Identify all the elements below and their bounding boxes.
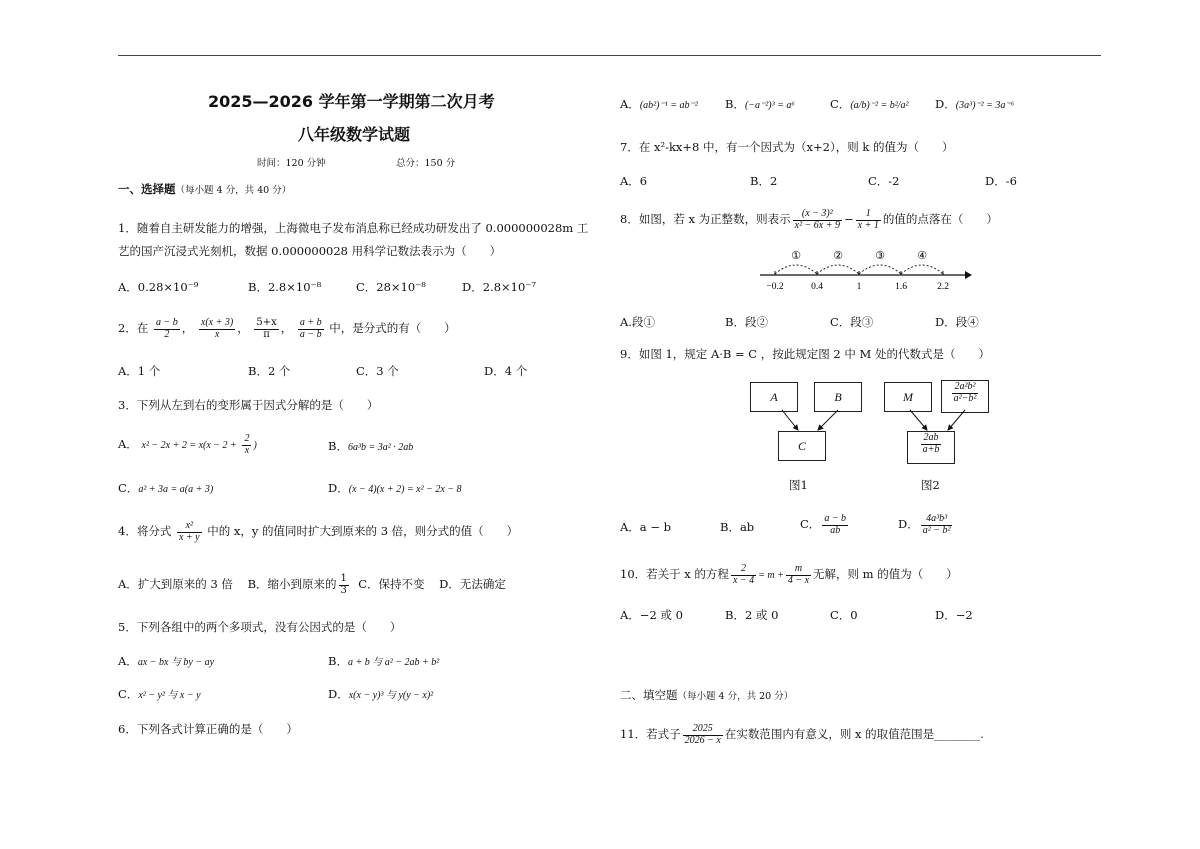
section-two-heading: [620, 687, 793, 703]
q9-d-den: a² − b²: [922, 524, 951, 536]
q4-option-b: [247, 573, 351, 596]
q9-option-c: [800, 508, 850, 540]
fig2-result-den: a+b: [922, 443, 940, 455]
q10-mid: = m +: [758, 570, 784, 581]
fig2-arrow-right: [948, 410, 965, 430]
number-line-segment-label: ①: [791, 249, 801, 262]
q2-option-a: A．1 个: [118, 364, 161, 378]
q6-option-d: [935, 96, 1014, 112]
q9-d-fraction: [921, 514, 953, 536]
q10-stem: [620, 558, 958, 592]
number-line-tick-label: −0.2: [766, 282, 784, 292]
q8-post: 的值的点落在（ ）: [882, 212, 998, 226]
q11-fnum: 2025: [683, 724, 723, 736]
q8-option-d: D．段④: [935, 315, 979, 329]
q8-fraction-1: [793, 209, 842, 231]
q1-line2: 艺的国产沉浸式光刻机，数据 0.000000028 用科学记数法表示为（ ）: [118, 244, 502, 258]
fig2-arrow-left: [910, 410, 927, 430]
q5-option-c: [118, 686, 201, 702]
number-line-segment-arc: [817, 265, 859, 274]
fig2-given-den: a²−b²: [953, 392, 977, 404]
q6-option-b: [725, 96, 795, 112]
q5-a-expr: ax − bx 与 by − ay: [137, 657, 215, 668]
q11-post: 在实数范围内有意义，则 x 的取值范围是________.: [724, 727, 984, 741]
q3-a-label: A．: [118, 437, 138, 451]
exam-score: 总分：150 分: [396, 158, 456, 169]
q8-f2-num: 1: [856, 209, 881, 221]
section-two-label: 二、填空题: [620, 688, 678, 702]
q2-fraction-4: [298, 318, 324, 340]
q7-option-d: D．-6: [985, 174, 1017, 188]
q7-option-a: A．6: [620, 174, 648, 188]
q2-fraction-2: [199, 318, 235, 340]
q10-fraction-2: [786, 564, 811, 586]
q10-pre: 10．若关于 x 的方程: [620, 567, 729, 581]
q6-stem: 6．下列各式计算正确的是（ ）: [118, 722, 298, 736]
number-line-ticks: [766, 271, 949, 292]
q3-stem: 3．下列从左到右的变形属于因式分解的是（ ）: [118, 398, 379, 412]
q8-option-a: A.段①: [620, 315, 655, 329]
q2-option-d: D．4 个: [484, 364, 528, 378]
q5-d-label: D．: [328, 687, 349, 701]
q3-option-d: [328, 480, 462, 496]
q9-c-den: ab: [830, 524, 841, 536]
q10-option-a: A．−2 或 0: [620, 608, 683, 622]
q8-stem: [620, 203, 998, 235]
q6-d-expr: (3a³)⁻² = 3a⁻⁶: [955, 100, 1015, 111]
q2-f2-den: x: [214, 328, 220, 340]
q2-f3-num: 5+x: [256, 317, 277, 328]
q11-fden: 2026 − x: [684, 734, 721, 746]
q2-stem: 2．在 $\frac{a - b}{2}$ ， $\frac{x(x + 3)}{x}$ ， $\frac{5+x}{\pi}$ ， $\frac{a + b}{a - b}$ 中，是分式的有（ ）: [118, 317, 456, 340]
number-line-segment-label: ③: [875, 249, 885, 262]
q6-a-expr: (ab²)⁻¹ = ab⁻²: [639, 100, 698, 111]
q9-stem: 9．如图 1，规定 A·B = C ，按此规定图 2 中 M 处的代数式是（ ）: [620, 347, 990, 361]
number-line-segment-label: ④: [917, 249, 927, 262]
q8-f2-den: x + 1: [857, 219, 879, 231]
q4-b-fraction: [339, 574, 349, 596]
q2-fraction-1: [154, 318, 180, 340]
q5-c-label: C．: [118, 687, 139, 701]
section-two-note: （每小题 4 分，共 20 分）: [677, 691, 794, 702]
exam-subtitle: 八年级数学试题: [298, 125, 411, 144]
q2-f2-num: x(x + 3): [200, 317, 234, 328]
top-rule: [118, 55, 1101, 56]
q10-option-b: B．2 或 0: [725, 608, 779, 622]
fig2-box-m: M: [884, 382, 932, 412]
q2-f4-den: a − b: [299, 328, 322, 340]
q4-b-pre: B．缩小到原来的: [247, 577, 337, 591]
q6-d-label: D．: [935, 97, 956, 111]
q6-b-expr: (−a⁻²)³ = a⁶: [744, 100, 795, 111]
number-line-arrow: [965, 271, 972, 279]
q5-stem: 5．下列各组中的两个多项式，没有公因式的是（ ）: [118, 620, 402, 634]
q4-b-fden: 3: [340, 584, 347, 596]
q9-c-label: C．: [800, 517, 821, 531]
q9-c-num: a − b: [824, 513, 847, 524]
q3-a-fnum: 2: [244, 433, 250, 444]
q3-a-fden: x: [244, 444, 250, 456]
q2-fraction-3: [254, 318, 278, 340]
q10-post: 无解，则 m 的值为（ ）: [813, 567, 958, 581]
q5-option-a: [118, 653, 214, 669]
q9-option-a: A．a − b: [620, 520, 671, 534]
q10-f1-den: x − 4: [732, 574, 755, 586]
q4-option-a: A．扩大到原来的 3 倍: [118, 577, 233, 591]
q3-c-expr: a² + 3a = a(a + 3): [138, 484, 214, 495]
q6-c-expr: (a/b)⁻² = b²/a²: [850, 100, 909, 111]
q5-option-d: [328, 686, 433, 702]
number-line-tick-label: 1.6: [895, 282, 907, 292]
q10-option-d: D．−2: [935, 608, 973, 622]
q3-a-fraction: [242, 434, 251, 456]
q3-a-expr: x² − 2x + 2 = x(x − 2 +: [141, 440, 237, 451]
q3-option-a: [118, 428, 257, 462]
q9-option-d: [898, 508, 954, 540]
q4-b-fnum: 1: [340, 573, 347, 584]
exam-title: 2025—2026 学年第一学期第二次月考: [208, 92, 495, 111]
q7-stem: 7．在 x²-kx+8 中，有一个因式为（x+2），则 k 的值为（ ）: [620, 140, 954, 154]
q4-fden: x + y: [178, 531, 200, 543]
q6-c-label: C．: [830, 97, 851, 111]
q3-a-close: ): [253, 440, 257, 451]
section-one-label: 一、选择题: [118, 182, 176, 196]
number-line-segment-arc: [859, 265, 901, 274]
q3-option-b: [328, 438, 413, 454]
number-line-tick-label: 2.2: [937, 282, 949, 292]
q3-c-label: C．: [118, 481, 139, 495]
q9-option-b: B．ab: [720, 520, 755, 534]
q9-c-fraction: [822, 514, 848, 536]
q2-f3-den: π: [263, 328, 270, 340]
number-line-tick-label: 1: [856, 282, 862, 292]
q10-fraction-1: [731, 564, 756, 586]
number-line-segments: [775, 249, 943, 274]
q1-line1: 1．随着自主研发能力的增强，上海微电子发布消息称已经成功研发出了 0.000000028m 工: [118, 221, 589, 235]
q10-f2-num: m: [786, 564, 811, 576]
q4-options: [118, 568, 506, 600]
fig2-given-num: 2a²b²: [952, 382, 979, 394]
q10-f1-num: 2: [731, 564, 756, 576]
fig1-box-c: C: [778, 431, 826, 461]
q1-option-a: A．0.28×10⁻⁹: [118, 280, 199, 294]
figure-2-caption: 图2: [921, 478, 940, 492]
q8-option-c: C．段③: [830, 315, 874, 329]
q2-option-b: B．2 个: [248, 364, 291, 378]
fig1-arrow-right: [818, 410, 838, 430]
q2-f4-num: a + b: [299, 317, 322, 328]
fig2-given-fraction: [952, 382, 979, 404]
q9-d-label: D．: [898, 517, 919, 531]
q5-d-expr: x(x − y)³ 与 y(y − x)²: [348, 690, 434, 701]
q8-option-b: B．段②: [725, 315, 768, 329]
q6-b-label: B．: [725, 97, 745, 111]
q2-post: 中，是分式的有（ ）: [329, 321, 456, 335]
figure-1-caption: 图1: [789, 478, 808, 492]
q6-option-a: [620, 96, 698, 112]
number-line-segment-arc: [901, 265, 943, 274]
q10-f2-den: 4 − x: [787, 574, 810, 586]
q8-fraction-2: [856, 209, 881, 231]
q7-option-c: C．-2: [868, 174, 900, 188]
q3-b-expr: 6a³b = 3a² · 2ab: [347, 442, 414, 453]
exam-time: 时间：120 分钟: [257, 158, 326, 169]
number-line-tick-label: 0.4: [811, 282, 823, 292]
q11-pre: 11．若式子: [620, 727, 681, 741]
fig1-box-b: B: [814, 382, 862, 412]
q4-post: 中的 x，y 的值同时扩大到原来的 3 倍，则分式的值（ ）: [207, 524, 519, 538]
q4-stem: [118, 514, 518, 548]
q1-option-b: B．2.8×10⁻⁸: [248, 280, 322, 294]
fig1-box-a: A: [750, 382, 798, 412]
q10-option-c: C．0: [830, 608, 858, 622]
q4-option-d: D．无法确定: [439, 577, 506, 591]
number-line-figure: [755, 248, 975, 294]
q5-a-label: A．: [118, 654, 138, 668]
q5-c-expr: x² − y² 与 x − y: [138, 690, 201, 701]
q3-d-expr: (x − 4)(x + 2) = x² − 2x − 8: [348, 484, 462, 495]
q6-option-c: [830, 96, 909, 112]
q2-f1-num: a − b: [155, 317, 178, 328]
q5-option-b: [328, 653, 439, 669]
q8-f1-den: x² − 6x + 9: [794, 219, 840, 231]
fig1-arrow-left: [782, 410, 798, 430]
q2-pre: 2．在: [118, 321, 149, 335]
q11-fraction: [683, 724, 723, 746]
q4-pre: 4．将分式: [118, 524, 172, 538]
q8-pre: 8．如图，若 x 为正整数，则表示: [620, 212, 791, 226]
q11-stem: [620, 717, 984, 751]
q5-b-expr: a + b 与 a² − 2ab + b²: [347, 657, 440, 668]
q2-f1-den: 2: [164, 328, 170, 340]
number-line-segment-label: ②: [833, 249, 843, 262]
section-one-heading: [118, 181, 291, 197]
q6-a-label: A．: [620, 97, 640, 111]
q4-fraction: [177, 521, 202, 543]
q9-d-num: 4a³b³: [921, 514, 953, 526]
diagram-arrows: [740, 405, 1000, 437]
q3-d-label: D．: [328, 481, 349, 495]
q1-option-c: C．28×10⁻⁸: [356, 280, 426, 294]
q2-option-c: C．3 个: [356, 364, 399, 378]
q8-f1-num: (x − 3)²: [793, 209, 842, 221]
section-one-note: （每小题 4 分，共 40 分）: [175, 185, 292, 196]
q3-b-label: B．: [328, 439, 348, 453]
number-line-segment-arc: [775, 265, 817, 274]
q7-option-b: B．2: [750, 174, 778, 188]
q4-option-c: C．保持不变: [358, 577, 425, 591]
q8-minus: −: [844, 212, 854, 226]
q4-fnum: x²: [177, 521, 202, 533]
fig2-result-num: 2ab: [921, 433, 942, 445]
q5-b-label: B．: [328, 654, 348, 668]
q1-option-d: D．2.8×10⁻⁷: [462, 280, 536, 294]
q3-option-c: [118, 480, 213, 496]
